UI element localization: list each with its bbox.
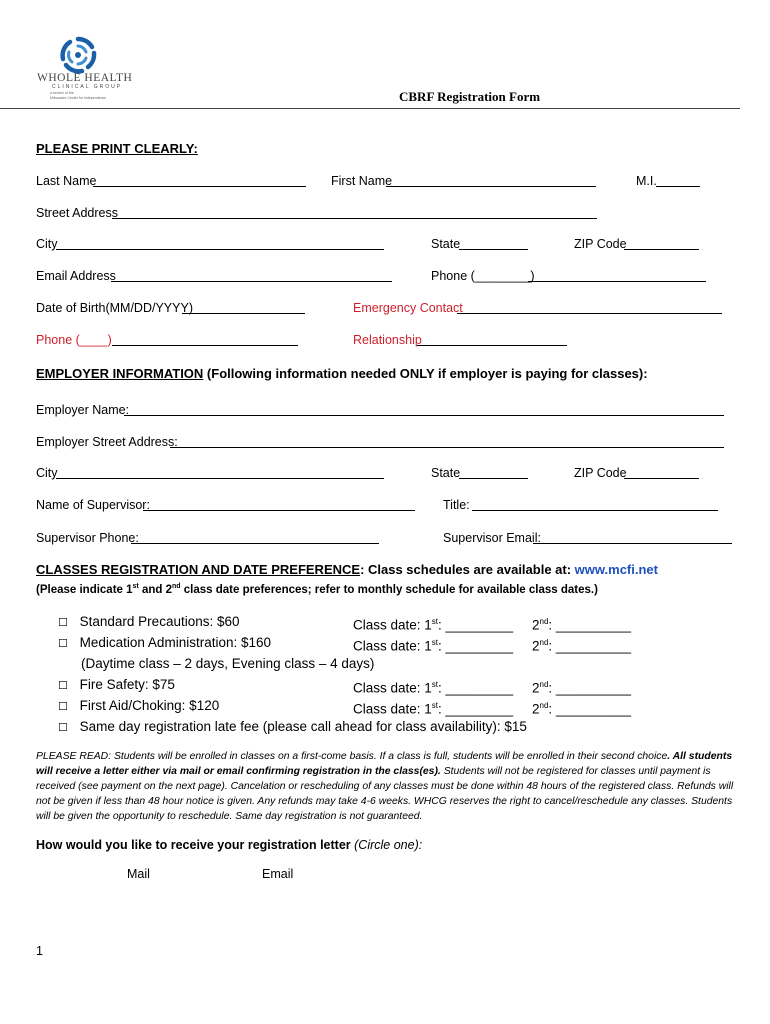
email-label: Email Address [36,269,116,283]
medication-note: (Daytime class – 2 days, Evening class – 4 days) [81,656,375,671]
checkbox-fire-safety[interactable]: ☐ [58,679,68,692]
class-label: Medication Administration: $160 [79,635,272,650]
class-date-1st-first-aid[interactable]: Class date: 1st: _________ [353,701,514,717]
header-rule [0,108,740,109]
classes-heading [36,563,658,577]
supervisor-email-field[interactable] [533,543,732,544]
employer-heading [36,367,648,381]
dob-label: Date of Birth(MM/DD/YYYY) [36,301,193,315]
emergency-phone-label: Phone (____) [36,333,112,347]
supervisor-phone-field[interactable] [131,543,379,544]
relationship-field[interactable] [417,345,567,346]
dob-field[interactable] [182,313,305,314]
classes-heading-tail: : Class schedules are available at: [360,562,575,577]
city-field[interactable] [56,249,384,250]
emergency-phone-field[interactable] [112,345,298,346]
email-field[interactable] [111,281,392,282]
form-title: CBRF Registration Form [399,89,541,104]
mi-label: M.I. [636,174,657,188]
employer-city-field[interactable] [56,478,384,479]
policy-line-5: will be given the opportunity to reschedule. Same day registration is not guaranteed. [36,811,423,822]
mcfi-link[interactable]: www.mcfi.net [574,562,658,577]
policy-line-4: not be given if less than 48 hour notice is given. Any refunds may take 4-6 weeks. WHCG reserves the right to cancel/reschedule any classes. Students [36,796,733,807]
class-label: First Aid/Choking: $120 [79,698,220,713]
employer-zip-label: ZIP Code [574,466,627,480]
classes-heading-title: CLASSES REGISTRATION AND DATE PREFERENCE [36,562,361,577]
city-label: City [36,237,58,251]
policy-line-3: received (see payment on the next page). Cancelation or rescheduling of any classes must be done within 48 hours of the registered class. Refunds will [36,781,734,792]
zip-label: ZIP Code [574,237,627,251]
last-name-label: Last Name [36,174,97,188]
street-label: Street Address [36,206,118,220]
classes-note: (Please indicate 1st and 2nd class date preferences; refer to monthly schedule for available class dates.) [36,583,598,596]
class-label: Standard Precautions: $60 [79,614,240,629]
checkbox-medication[interactable]: ☐ [58,637,68,650]
class-row-first-aid [58,699,219,714]
supervisor-name-label: Name of Supervisor: [36,498,150,512]
print-clearly-heading: PLEASE PRINT CLEARLY: [36,141,198,156]
logo-name: WHOLE HEALTH [37,72,133,84]
class-row-medication [58,636,271,651]
first-name-label: First Name [331,174,393,188]
class-row-fire-safety [58,678,175,693]
employer-name-field[interactable] [124,415,724,416]
logo-tagline-2: Milwaukee Center for Independence [50,96,107,100]
title-label: Title: [443,498,470,512]
emergency-contact-field[interactable] [457,313,722,314]
supervisor-email-label: Supervisor Email: [443,531,541,545]
employer-heading-title: EMPLOYER INFORMATION [36,366,204,381]
checkbox-first-aid[interactable]: ☐ [58,700,68,713]
class-label: Same day registration late fee (please call ahead for class availability): $15 [79,719,527,734]
phone-field[interactable] [528,281,706,282]
supervisor-name-field[interactable] [143,510,415,511]
employer-state-label: State [431,466,461,480]
checkbox-late-fee[interactable]: ☐ [58,721,68,734]
relationship-label: Relationship [353,333,422,347]
class-date-2nd-standard[interactable]: 2nd: __________ [532,617,632,633]
letter-option-email[interactable]: Email [262,867,294,881]
logo-subtitle: CLINICAL GROUP [52,84,123,90]
logo-tagline-1: a service of the [50,91,74,95]
class-row-standard-precautions [58,615,240,630]
employer-street-field[interactable] [170,447,724,448]
state-label: State [431,237,461,251]
class-date-2nd-fire[interactable]: 2nd: __________ [532,680,632,696]
whole-health-logo-icon [58,35,98,75]
employer-name-label: Employer Name: [36,403,130,417]
letter-question: How would you like to receive your registration letter (Circle one): [36,838,423,852]
class-date-2nd-first-aid[interactable]: 2nd: __________ [532,701,632,717]
employer-heading-note: (Following information needed ONLY if employer is paying for classes): [203,366,648,381]
class-date-2nd-medication[interactable]: 2nd: __________ [532,638,632,654]
phone-label: Phone (________) [431,269,535,283]
policy-line-2: will receive a letter either via mail or email confirming registration in the class(es). Students will not be registered for classes until payment is [36,766,711,777]
employer-street-label: Employer Street Address: [36,435,178,449]
employer-zip-field[interactable] [624,478,699,479]
employer-city-label: City [36,466,58,480]
supervisor-phone-label: Supervisor Phone: [36,531,139,545]
class-date-1st-standard[interactable]: Class date: 1st: _________ [353,617,514,633]
page-number: 1 [36,944,43,958]
street-field[interactable] [112,218,597,219]
title-field[interactable] [472,510,718,511]
class-row-late-fee [58,720,527,735]
class-label: Fire Safety: $75 [79,677,175,692]
first-name-field[interactable] [386,186,596,187]
policy-text [36,749,741,824]
emergency-contact-label: Emergency Contact [353,301,463,315]
class-date-1st-medication[interactable]: Class date: 1st: _________ [353,638,514,654]
checkbox-standard-precautions[interactable]: ☐ [58,616,68,629]
state-field[interactable] [459,249,528,250]
zip-field[interactable] [624,249,699,250]
employer-state-field[interactable] [459,478,528,479]
last-name-field[interactable] [93,186,306,187]
mi-field[interactable] [656,186,700,187]
class-date-1st-fire[interactable]: Class date: 1st: _________ [353,680,514,696]
letter-option-mail[interactable]: Mail [127,867,150,881]
policy-line-1: PLEASE READ: Students will be enrolled in classes on a first-come basis. If a class is full, students will be enrolled in their second choice. All students [36,751,733,762]
